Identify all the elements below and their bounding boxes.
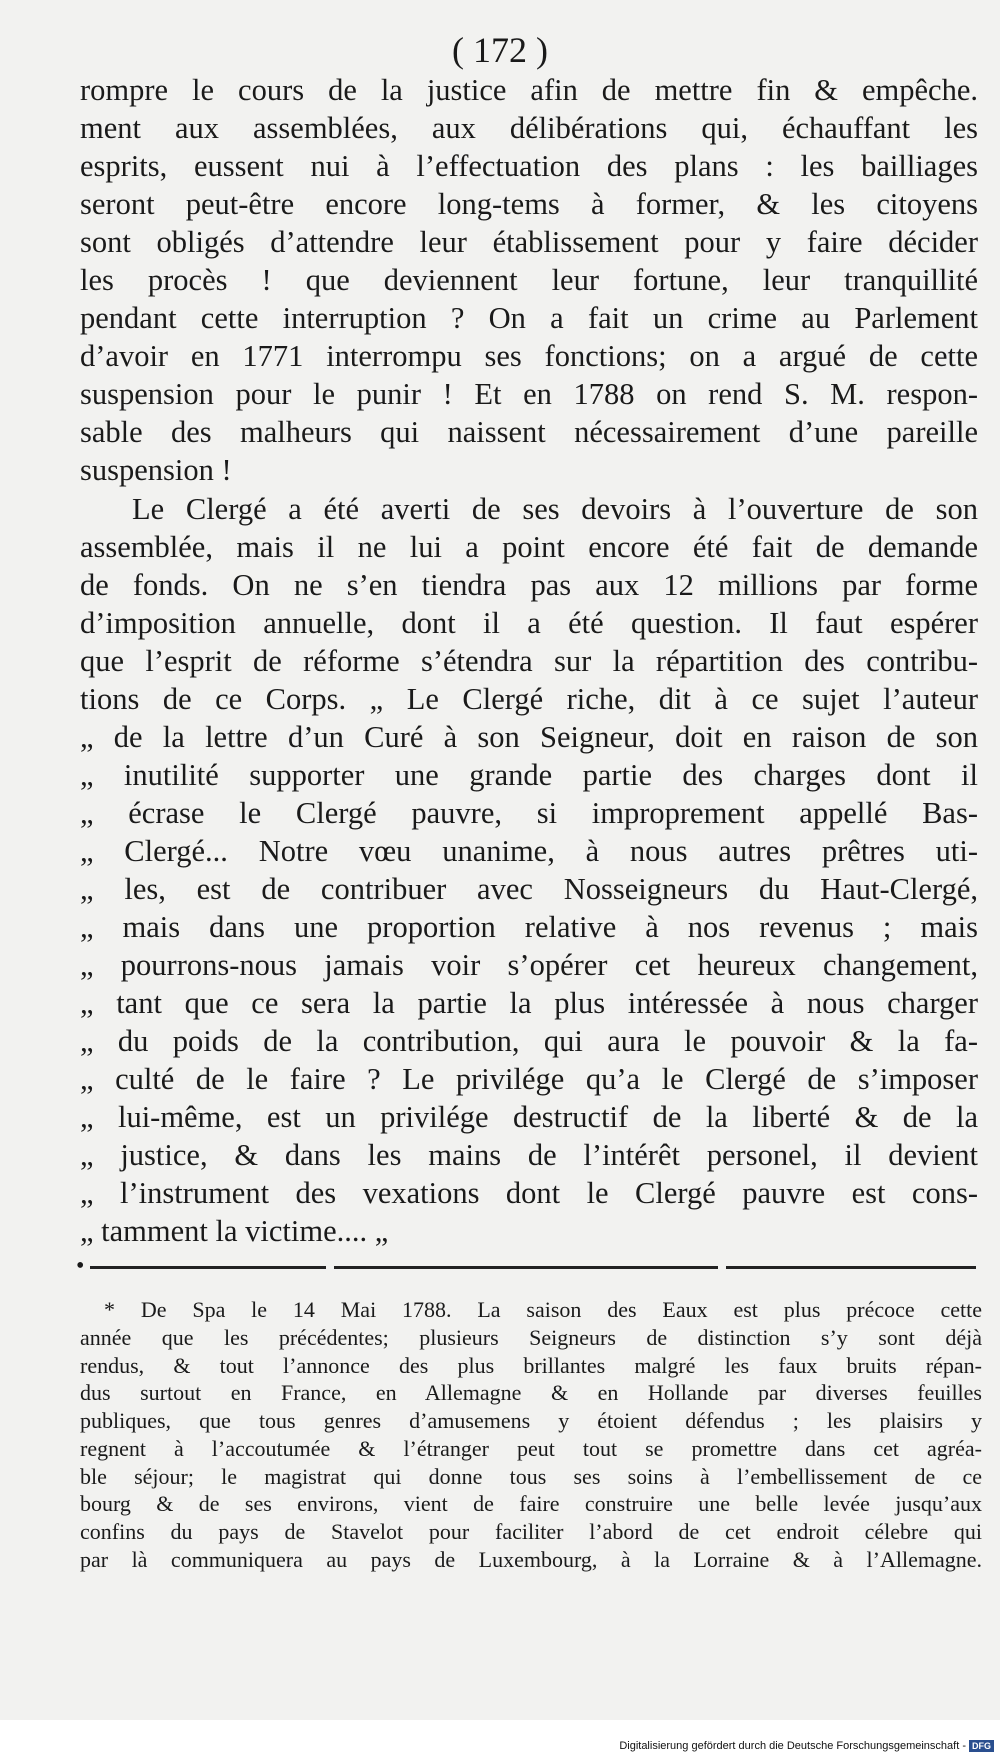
text-line: d’avoir en 1771 interrompu ses fonctions; on a argué de cette (80, 339, 978, 374)
footnote-rule (334, 1266, 718, 1269)
footnote-rule (90, 1266, 326, 1269)
quote-line: „ écrase le Clergé pauvre, si improprement appellé Bas- (80, 795, 978, 830)
credit-text: Digitalisierung gefördert durch die Deutsche Forschungsgemeinschaft - (619, 1740, 966, 1752)
quote-line: „ tant que ce sera la partie la plus intéressée à nous charger (80, 986, 978, 1021)
footnote-line: bourg & de ses environs, vient de faire construire une belle levée jusqu’aux (80, 1491, 982, 1517)
text-line: pendant cette interruption ? On a fait un crime au Parlement (80, 301, 978, 336)
quote-line: „ les, est de contribuer avec Nosseigneurs du Haut-Clergé, (80, 871, 978, 906)
footnote-line: * De Spa le 14 Mai 1788. La saison des Eaux est plus précoce cette (104, 1297, 982, 1322)
text-line: que l’esprit de réforme s’étendra sur la répartition des contribu- (80, 643, 978, 678)
text-line: esprits, eussent nui à l’effectuation des plans : les bailliages (80, 149, 978, 184)
paragraph-start-line: Le Clergé a été averti de ses devoirs à l’ouverture de son (132, 491, 978, 526)
page-number: ( 172 ) (452, 30, 548, 70)
footnote-line: regnent à l’accoutumée & l’étranger peut tout se promettre dans cet agréa- (80, 1435, 982, 1461)
footnote-line: dus surtout en France, en Allemagne & en Hollande par diverses feuilles (80, 1380, 982, 1406)
text-line: les procès ! que deviennent leur fortune, leur tranquillité (80, 263, 978, 298)
main-text (80, 71, 978, 1250)
text-line: ment aux assemblées, aux délibérations qui, échauffant les (80, 111, 978, 146)
text-line: rompre le cours de la justice afin de mettre fin & empêche. (80, 73, 978, 107)
footnote-line: confins du pays de Stavelot pour faciliter l’abord de cet endroit célebre qui (80, 1519, 982, 1544)
footnote-line: année que les précédentes; plusieurs Seigneurs de distinction s’y sont déjà (80, 1324, 982, 1350)
footnote-line: rendus, & tout l’annonce des plus brillantes malgré les faux bruits répan- (80, 1352, 982, 1378)
digitization-credit (619, 1740, 994, 1752)
footnote (80, 1296, 982, 1574)
quote-line: „ de la lettre d’un Curé à son Seigneur, doit en raison de son (80, 719, 978, 754)
text-line: sable des malheurs qui naissent nécessairement d’une pareille (80, 415, 978, 450)
quote-line: „ du poids de la contribution, qui aura le pouvoir & la fa- (80, 1024, 978, 1059)
footnote-line: ble séjour; le magistrat qui donne tous ses soins à l’embellissement de ce (80, 1463, 982, 1489)
text-line: tions de ce Corps. „ Le Clergé riche, dit à ce sujet l’auteur (80, 681, 978, 716)
quote-line: „ tamment la victime.... „ (80, 1214, 389, 1249)
quote-line: „ culté de le faire ? Le privilége qu’a le Clergé de s’imposer (80, 1062, 978, 1097)
quote-line: „ l’instrument des vexations dont le Clergé pauvre est cons- (80, 1176, 978, 1211)
text-line: d’imposition annuelle, dont il a été question. Il faut espérer (80, 605, 978, 640)
dfg-logo-icon: DFG (969, 1740, 994, 1752)
text-line: suspension pour le punir ! Et en 1788 on rend S. M. respon- (80, 377, 978, 412)
quote-line: „ Clergé... Notre vœu unanime, à nous autres prêtres uti- (80, 833, 978, 868)
text-line: suspension ! (80, 453, 232, 488)
text-line: sont obligés d’attendre leur établissement pour y faire décider (80, 225, 978, 260)
quote-line: „ mais dans une proportion relative à nos revenus ; mais (80, 910, 978, 945)
footnote-line: par là communiquera au pays de Luxembourg, à la Lorraine & à l’Allemagne. (80, 1546, 982, 1572)
footnote-rule (726, 1266, 976, 1269)
quote-line: „ lui-même, est un privilége destructif de la liberté & de la (80, 1100, 978, 1135)
footnote-line: publiques, que tous genres d’amusemens y étoient défendus ; les plaisirs y (80, 1408, 982, 1433)
text-line: de fonds. On ne s’en tiendra pas aux 12 millions par forme (80, 567, 978, 602)
quote-line: „ inutilité supporter une grande partie des charges dont il (80, 757, 978, 792)
rule-ornament: • (76, 1253, 85, 1279)
quote-line: „ justice, & dans les mains de l’intérêt personel, il devient (80, 1138, 978, 1173)
text-line: assemblée, mais il ne lui a point encore été fait de demande (80, 529, 978, 564)
text-line: seront peut-être encore long-tems à former, & les citoyens (80, 187, 978, 222)
quote-line: „ pourrons-nous jamais voir s’opérer cet heureux changement, (80, 948, 978, 983)
